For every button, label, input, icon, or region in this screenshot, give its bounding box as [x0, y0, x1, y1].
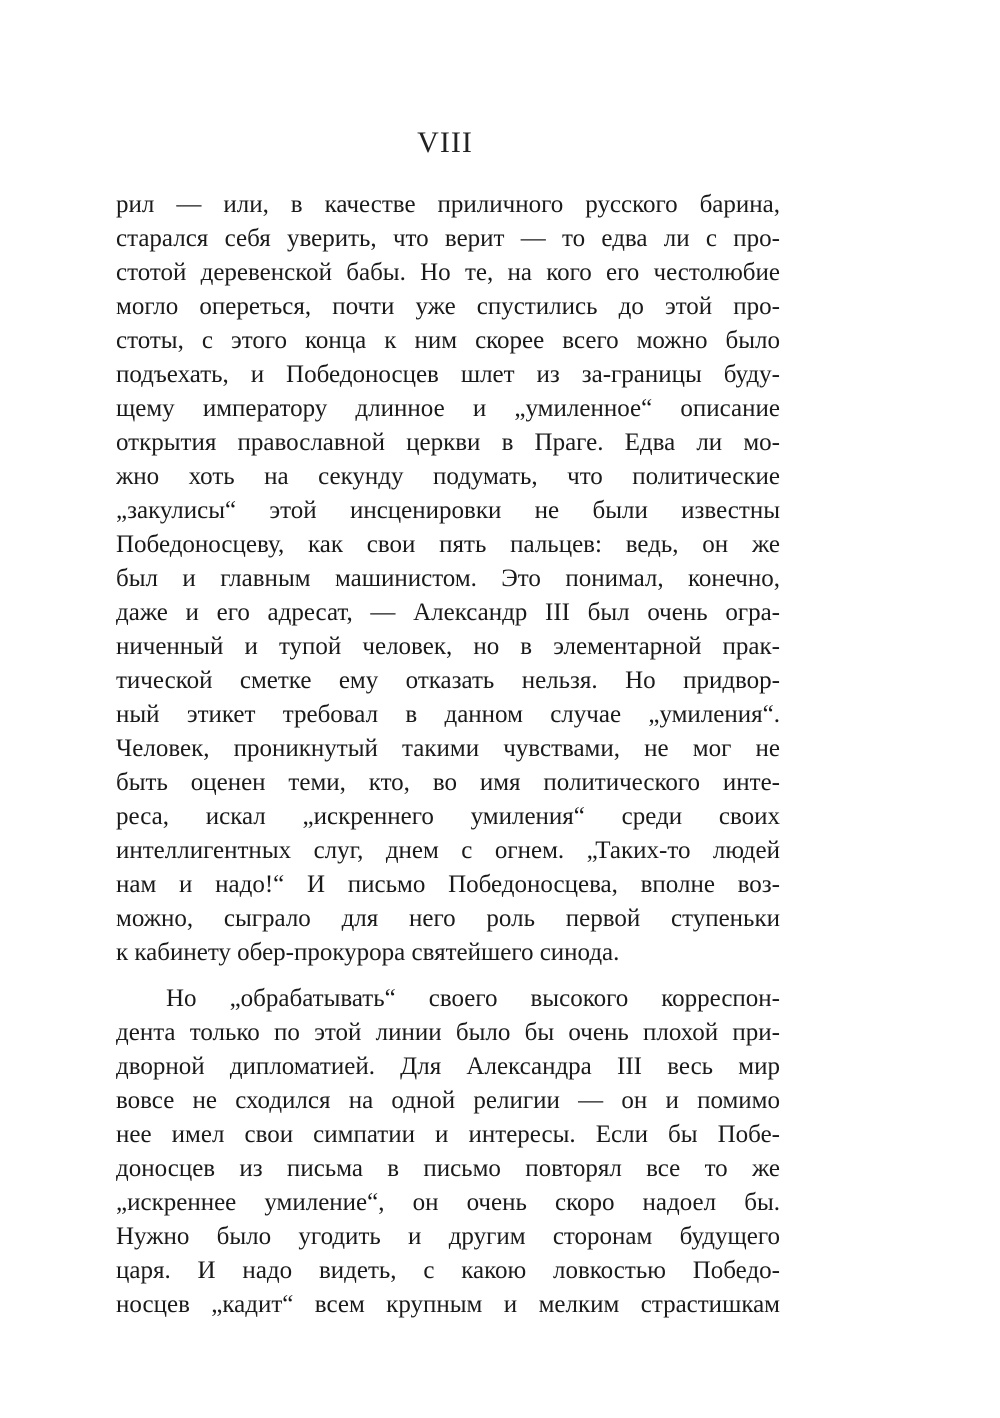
text-line: ный этикет требовал в данном случае „умиления“.: [116, 701, 780, 728]
text-line: щему императору длинное и „умиленное“ описание: [116, 395, 780, 422]
text-line: Нужно было угодить и другим сторонам будущего: [116, 1223, 780, 1250]
text-line: Победоносцеву, как свои пять пальцев: ведь, он же: [116, 531, 780, 558]
paragraph-spacer: [116, 970, 780, 982]
text-line: могло опереться, почти уже спустились до этой про-: [116, 293, 780, 320]
text-line: ниченный и тупой человек, но в элементарной прак-: [116, 633, 780, 660]
text-line: „искреннее умиление“, он очень скоро надоел бы.: [116, 1189, 780, 1216]
text-line: носцев „кадит“ всем крупным и мелким страстишкам: [116, 1291, 780, 1318]
paragraph-2: [116, 982, 780, 1322]
text-line: нее имел свои симпатии и интересы. Если бы Побе-: [116, 1121, 780, 1148]
text-line: можно, сыграло для него роль первой ступеньки: [116, 905, 780, 932]
text-line: реса, искал „искреннего умиления“ среди своих: [116, 803, 780, 830]
body-text: [116, 188, 780, 1322]
text-line: вовсе не сходился на одной религии — он и помимо: [116, 1087, 780, 1114]
text-line: рил — или, в качестве приличного русского барина,: [116, 191, 780, 218]
text-line: даже и его адресат, — Александр III был очень огра-: [116, 599, 780, 626]
text-line: тической сметке ему отказать нельзя. Но придвор-: [116, 667, 780, 694]
paragraph-1: [116, 188, 780, 970]
text-line: Человек, проникнутый такими чувствами, не мог не: [116, 735, 780, 762]
page-number: VIII: [417, 126, 473, 159]
text-line: открытия православной церкви в Праге. Едва ли мо-: [116, 429, 780, 456]
text-line: стотой деревенской бабы. Но те, на кого его честолюбие: [116, 259, 780, 286]
text-line: подъехать, и Победоносцев шлет из за-границы буду-: [116, 361, 780, 388]
text-line: жно хоть на секунду подумать, что политические: [116, 463, 780, 490]
text-line: царя. И надо видеть, с какою ловкостью Победо-: [116, 1257, 780, 1284]
text-line: к кабинету обер-прокурора святейшего синода.: [116, 939, 620, 966]
text-line: доносцев из письма в письмо повторял все то же: [116, 1155, 780, 1182]
text-line: быть оценен теми, кто, во имя политического инте-: [116, 769, 780, 796]
text-line: дворной дипломатией. Для Александра III весь мир: [116, 1053, 780, 1080]
text-line: стоты, с этого конца к ним скорее всего можно было: [116, 327, 780, 354]
text-line: старался себя уверить, что верит — то едва ли с про-: [116, 225, 780, 252]
text-line: нам и надо!“ И письмо Победоносцева, вполне воз-: [116, 871, 780, 898]
text-line: Но „обрабатывать“ своего высокого корреспон-: [166, 985, 780, 1012]
text-line: был и главным машинистом. Это понимал, конечно,: [116, 565, 780, 592]
text-line: „закулисы“ этой инсценировки не были известны: [116, 497, 780, 524]
text-line: дента только по этой линии было бы очень плохой при-: [116, 1019, 780, 1046]
text-line: интеллигентных слуг, днем с огнем. „Таких-то людей: [116, 837, 780, 864]
